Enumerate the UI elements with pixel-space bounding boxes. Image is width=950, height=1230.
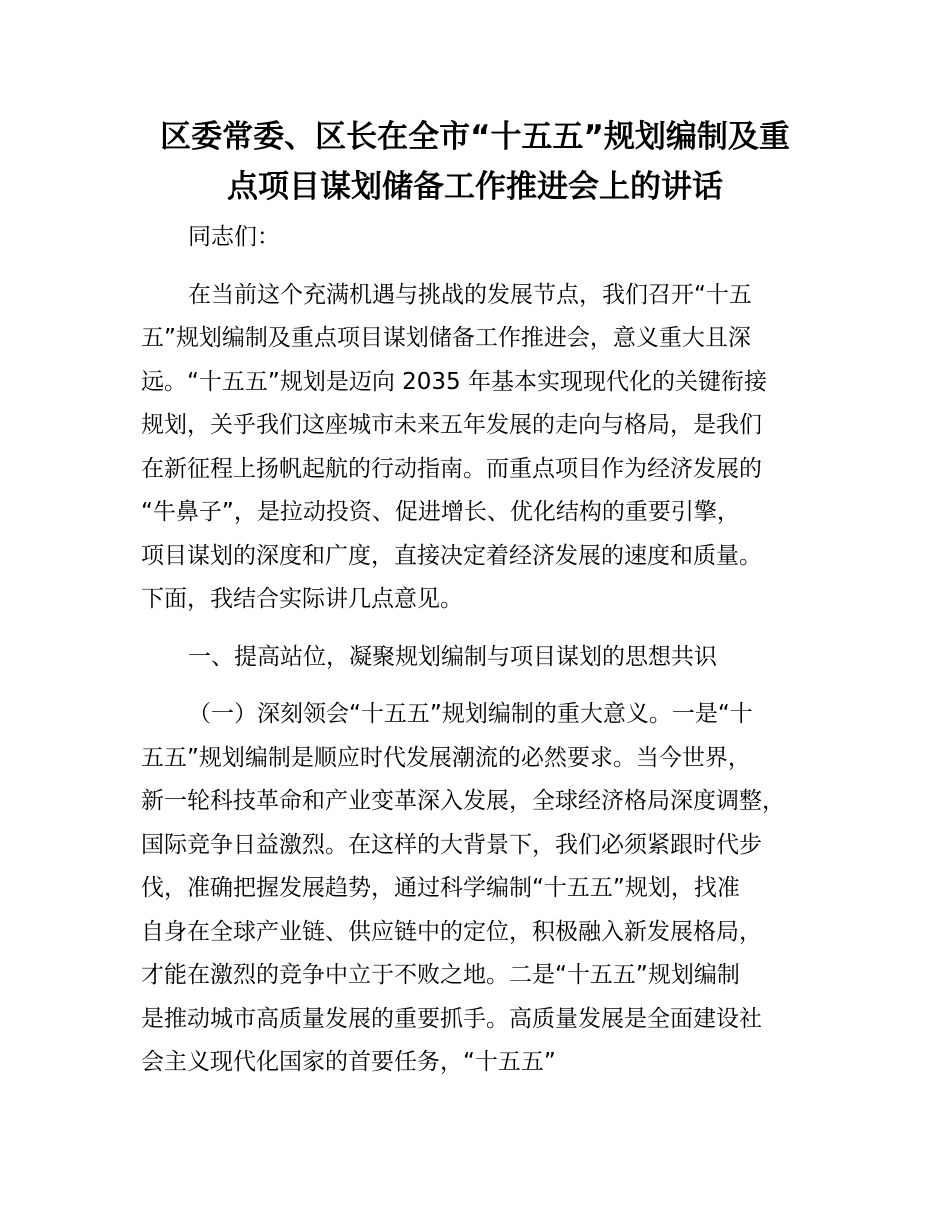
- paragraph-line: 远。“十五五”规划是迈向 2035 年基本实现现代化的关键衔接: [141, 368, 767, 395]
- paragraph-line: （一）深刻领会“十五五”规划编制的重大意义。一是“十: [188, 701, 753, 727]
- salutation-paragraph: [141, 216, 831, 260]
- paragraph-line: 国际竞争日益激烈。在这样的大背景下，我们必须紧跟时代步: [141, 831, 762, 858]
- paragraph-line: 项目谋划的深度和广度，直接决定着经济发展的速度和质量。: [141, 542, 762, 569]
- paragraph-line: 伐，准确把握发展趋势，通过科学编制“十五五”规划，找准: [141, 875, 740, 901]
- paragraph-line: 自身在全球产业链、供应链中的定位，积极融入新发展格局，: [141, 918, 762, 945]
- paragraph-line: 下面，我结合实际讲几点意见。: [141, 586, 463, 612]
- paragraph-line: “牛鼻子”，是拉动投资、促进增长、优化结构的重要引擎，: [141, 499, 740, 525]
- section-heading-paragraph: [141, 636, 831, 680]
- document-body: [141, 216, 831, 1099]
- paragraph-line: 是推动城市高质量发展的重要抓手。高质量发展是全面建设社: [141, 1005, 762, 1032]
- paragraph-line: 在当前这个充满机遇与挑战的发展节点，我们召开“十五: [188, 281, 752, 308]
- paragraph-line: 五五”规划编制是顺应时代发展潮流的必然要求。当今世界，: [141, 744, 751, 771]
- paragraph-line: 才能在激烈的竞争中立于不败之地。二是“十五五”规划编制: [141, 962, 740, 988]
- paragraph-line: 会主义现代化国家的首要任务，“十五五”: [141, 1049, 556, 1075]
- subsection-paragraph: [141, 693, 831, 1085]
- intro-paragraph: [141, 274, 831, 622]
- title-line-1: 区委常委、区长在全市“十五五”规划编制及重: [160, 119, 790, 155]
- salutation: 同志们：: [188, 224, 280, 250]
- paragraph-line: 规划，关乎我们这座城市未来五年发展的走向与格局，是我们: [141, 412, 762, 438]
- paragraph-line: 在新征程上扬帆起航的行动指南。而重点项目作为经济发展的: [141, 455, 762, 482]
- title-line-2: 点项目谋划储备工作推进会上的讲话: [227, 169, 723, 205]
- paragraph-line: 新一轮科技革命和产业变革深入发展，全球经济格局深度调整，: [141, 788, 785, 814]
- paragraph-line: 五”规划编制及重点项目谋划储备工作推进会，意义重大且深: [141, 325, 751, 351]
- document-title: [110, 112, 840, 212]
- section-heading: 一、提高站位，凝聚规划编制与项目谋划的思想共识: [188, 643, 717, 670]
